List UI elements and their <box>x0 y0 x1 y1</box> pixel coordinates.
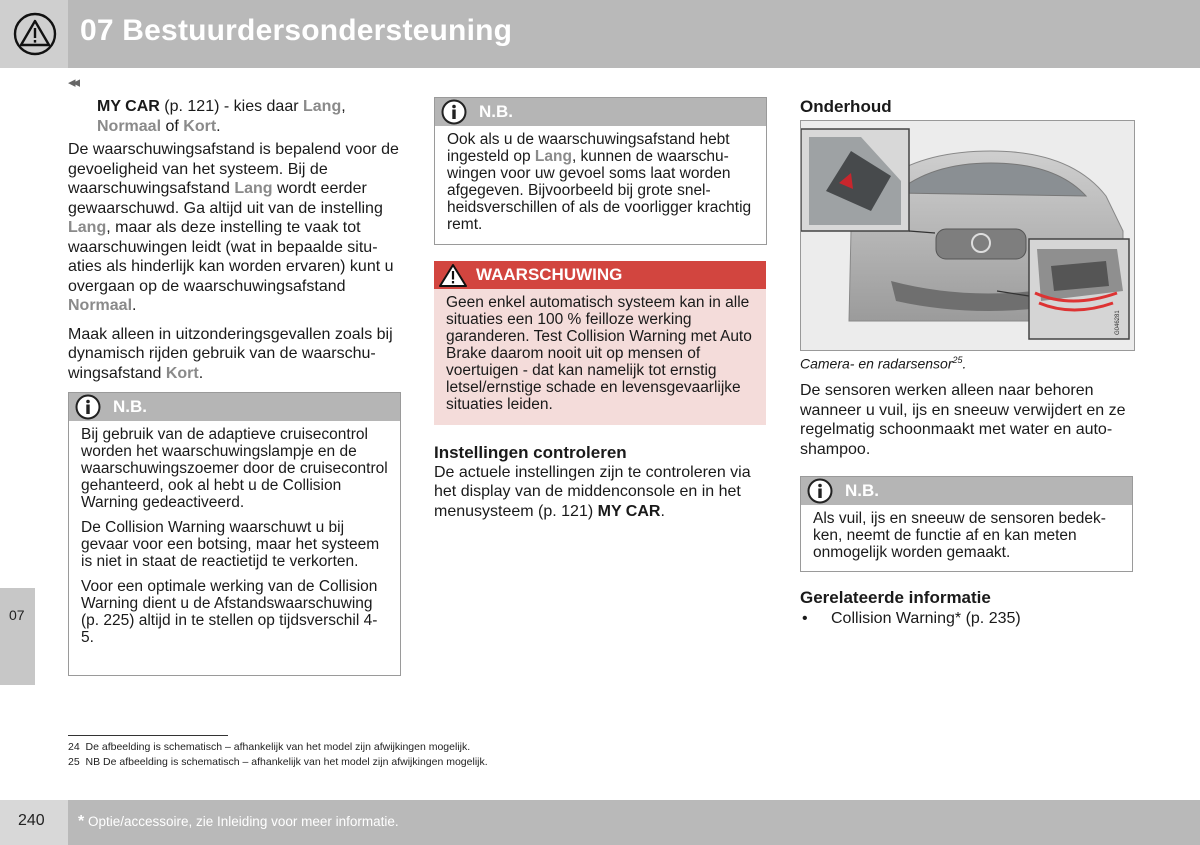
footer-note: * Optie/accessoire, zie Inleiding voor meer informatie. <box>78 813 399 830</box>
warning-box <box>434 261 766 425</box>
footnote-divider <box>68 735 228 736</box>
info-icon <box>441 99 467 125</box>
menu-path-text: MY CAR (p. 121) - kies daar Lang, Normaal of Kort. <box>97 98 346 135</box>
related-heading: Gerelateerde informatie <box>800 588 991 607</box>
settings-body: De actuele instellingen zijn te controleren via het display van de middenconsole en in het menusysteem (p. 121) MY CAR. <box>434 463 751 520</box>
settings-section <box>434 443 766 521</box>
warning-header: WAARSCHUWING <box>434 261 766 289</box>
info-icon <box>807 478 833 504</box>
note-header: N.B. <box>69 393 400 421</box>
paragraph-exceptions: Maak alleen in uitzonderingsgevallen zoals bij dynamisch rijden gebruik van de waarschuwingsafstand Kort. <box>68 325 393 382</box>
continued-arrows-icon: ◂◂ <box>68 74 78 91</box>
header-icon-area <box>0 0 68 68</box>
note-body: Als vuil, ijs en sneeuw de sensoren bedekken, neemt de functie af en kan meten onmogelijk worden gemaakt. <box>813 510 1106 561</box>
figure-code: G046281 <box>1115 310 1121 335</box>
page-number: 240 <box>18 812 45 829</box>
footnote-25: 25 NB De afbeelding is schematisch – afhankelijk van het model zijn afwijkingen mogelijk. <box>68 756 488 768</box>
warning-triangle-icon <box>13 12 57 56</box>
related-info <box>800 588 1133 628</box>
note-header: N.B. <box>435 98 766 126</box>
note-box-3 <box>800 476 1133 572</box>
related-link[interactable]: Collision Warning* (p. 235) <box>831 609 1021 627</box>
related-list-item[interactable] <box>800 609 1133 629</box>
note-body: Bij gebruik van de adaptieve cruisecontrol worden het waarschuwingslampje en de waarschuwingszoemer door de cruisecontrol gehanteerd, ook al hebt u de Collision Warning gedeactiveerd. De Collision Warning waarschuwt u bij gevaar voor een botsing, maar het systeem is niet in staat de reactietijd te verkorten. Voor een optimale werking van de Collision Warning dient u de Afstandswaarschuwing (p. 225) altijd in te stellen op tijdsverschil 4-5. <box>81 426 388 646</box>
figure-caption: Camera- en radarsensor$^{25}$. <box>800 355 967 372</box>
page-title: 07 Bestuurdersondersteuning <box>80 14 513 47</box>
maintenance-body: De sensoren werken alleen naar behoren wanneer u vuil, ijs en sneeuw verwijdert en ze regelmatig schoonmaakt met water en autoshampoo. <box>800 382 1126 458</box>
car-front-illustration <box>801 121 1134 350</box>
section-heading: Onderhoud <box>800 97 892 116</box>
note-body: Ook als u de waarschuwingsafstand hebt ingesteld op Lang, kunnen de waarschuwingen voor uw gevoel soms laat worden afgegeven. Bijvoorbeeld bij grote snelheidsverschillen of als de voorligger krachtig remt. <box>447 131 752 233</box>
warning-triangle-icon <box>438 263 468 288</box>
column-1 <box>68 97 400 383</box>
info-icon <box>75 394 101 420</box>
note-box-2 <box>434 97 767 245</box>
bullet-icon: • <box>802 609 808 627</box>
paragraph-distance: De waarschuwingsafstand is bepalend voor de gevoeligheid van het systeem. Bij de waarschuwingsafstand Lang wordt eerder gewaarschuwd. Ga altijd uit van de instelling Lang, maar als deze instelling te vaak tot waarschuwingen leidt (wat in bepaalde situaties als hinderlijk kan worden ervaren) kunt u overgaan op de waarschuwingsafstand Normaal. <box>68 141 399 314</box>
note-header: N.B. <box>801 477 1132 505</box>
chapter-tab: 07 <box>0 588 35 685</box>
section-heading: Instellingen controleren <box>434 443 627 462</box>
sensor-illustration <box>800 120 1135 351</box>
warning-body: Geen enkel automatisch systeem kan in alle situaties een 100 % feilloze werking garanderen. Test Collision Warning met Auto Brake daarom nooit uit op mensen of voertuigen - dat kan namelijk tot ernstig letsel/ernstige schade en levensgevaarlijke situaties leiden. <box>446 294 752 413</box>
maintenance-heading-wrap <box>800 97 1133 117</box>
footnote-24: 24 De afbeelding is schematisch – afhankelijk van het model zijn afwijkingen mogelijk. <box>68 741 471 753</box>
note-box-1 <box>68 392 401 676</box>
